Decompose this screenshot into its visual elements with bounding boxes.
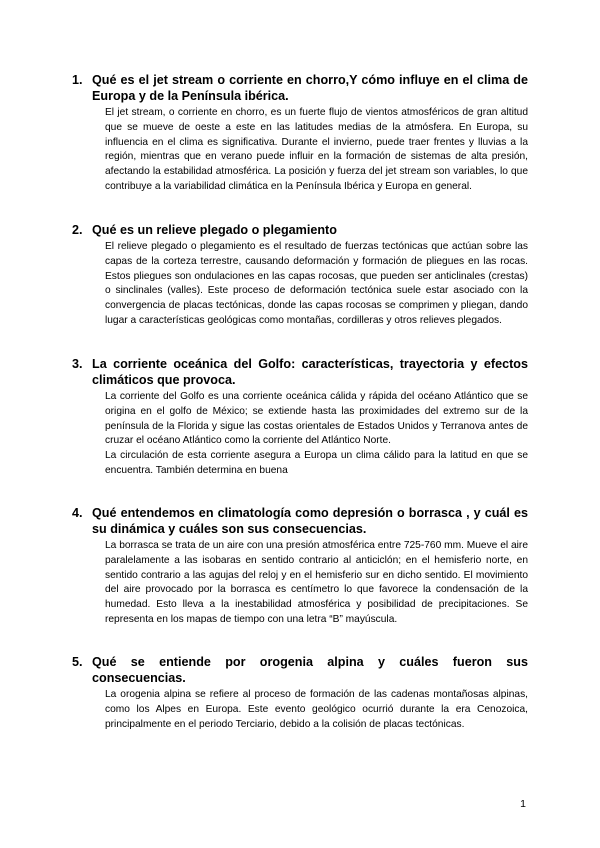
question-3-paragraph-1: La corriente del Golfo es una corriente oceánica cálida y rápida del océano Atlántico que se origina en el golfo de México; se extiende hasta las proximidades del extremo sur de la península de la Florida y sigue las costas orientales de Estados Unidos y Terranova antes de cruzar el océano Atlántico como la corriente del Atlántico Norte. — [105, 391, 528, 447]
question-5-paragraph-1: La orogenia alpina se refiere al proceso de formación de las cadenas montañosas alpinas, como los Alpes en Europa. Este evento geológico ocurrió durante la era Cenozoica, principalmente en el periodo Terciario, debido a la colisión de placas tectónicas. — [105, 689, 528, 730]
question-4-title-text: Qué entendemos en climatología como depresión o borrasca , y cuál es su dinámica y cuáles son sus consecuencias. — [92, 506, 528, 536]
question-2-paragraph-1: El relieve plegado o plegamiento es el resultado de fuerzas tectónicas que actúan sobre las capas de la corteza terrestre, causando deformación y formación de pliegues en las rocas. Estos pliegues son ondulaciones en las capas rocosas, que pueden ser anticlinales (crestas) o sinclinales (valles). Este proceso de deformación tectónica suele estar asociado con la convergencia de placas tectónicas, donde las capas rocosas se comprimen y pliegan, dando lugar a características geológicas como montañas, cordilleras y otros relieves plegados. — [105, 241, 528, 326]
question-4-title — [72, 505, 528, 537]
question-2-title-text: Qué es un relieve plegado o plegamiento — [92, 223, 337, 237]
question-5-answer — [105, 688, 528, 732]
question-1-title — [72, 72, 528, 104]
question-3-number: 3. — [72, 357, 83, 371]
question-2-number: 2. — [72, 223, 83, 237]
question-2-answer — [105, 240, 528, 329]
question-4-paragraph-1: La borrasca se trata de un aire con una presión atmosférica entre 725-760 mm. Mueve el aire paralelamente a las isobaras en sentido contrario al anticiclón; en el hemisferio norte, en sentido contrario a las agujas del reloj y en el hemisferio sur en dicho sentido. El movimiento del aire provocado por la borrasca es centímetro lo que favorece la condensación de la humedad. Esto lleva a la inestabilidad atmosférica y posibilidad de precipitaciones. Se representa en los mapas de tiempo con una letra “B” mayúscula. — [105, 540, 528, 625]
question-3-paragraph-2: La circulación de esta corriente asegura a Europa un clima cálido para la latitud en que se encuentra. También determina en buena — [105, 450, 528, 476]
question-1-paragraph-1: El jet stream, o corriente en chorro, es un fuerte flujo de vientos atmosféricos de gran altitud que se mueve de oeste a este en las latitudes medias de la atmósfera. En Europa, su influencia en el clima es significativa. Durante el invierno, puede traer frentes y lluvias a la región, mientras que en verano puede influir en la formación de sistemas de alta presión, afectando la estabilidad atmosférica. La posición y fuerza del jet stream son variables, lo que contribuye a la variabilidad climática en la Península Ibérica y Europa en general. — [105, 107, 528, 192]
page-number: 1 — [520, 798, 526, 810]
question-3 — [72, 356, 528, 479]
question-1-answer — [105, 106, 528, 195]
question-4-number: 4. — [72, 506, 83, 520]
question-1 — [72, 72, 528, 195]
question-5-title — [72, 654, 528, 686]
question-3-answer — [105, 390, 528, 479]
question-2-title — [72, 222, 528, 238]
question-5-number: 5. — [72, 655, 83, 669]
question-1-title-text: Qué es el jet stream o corriente en chorro,Y cómo influye en el clima de Europa y de la Península ibérica. — [92, 73, 528, 103]
question-2 — [72, 222, 528, 329]
question-3-title — [72, 356, 528, 388]
question-1-number: 1. — [72, 73, 83, 87]
question-4-answer — [105, 539, 528, 628]
question-5-title-text: Qué se entiende por orogenia alpina y cuáles fueron sus consecuencias. — [92, 655, 528, 685]
question-5 — [72, 654, 528, 732]
question-4 — [72, 505, 528, 628]
question-3-title-text: La corriente oceánica del Golfo: características, trayectoria y efectos climáticos que provoca. — [92, 357, 528, 387]
